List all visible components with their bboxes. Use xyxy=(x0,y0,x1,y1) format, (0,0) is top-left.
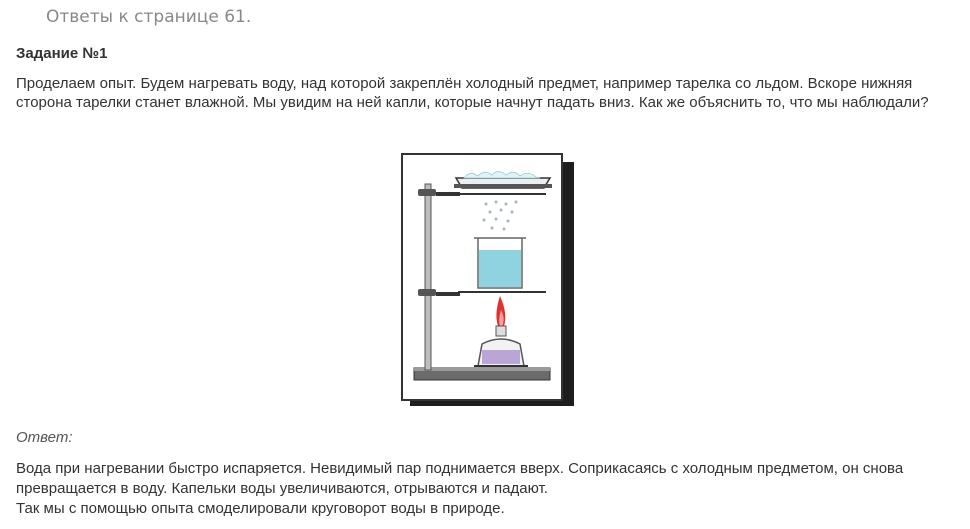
page-title: Ответы к странице 61. xyxy=(46,7,252,27)
answer-line-2: Так мы с помощью опыта смоделировали круговорот воды в природе. xyxy=(16,500,505,517)
answer-text xyxy=(16,459,956,519)
stand-rod xyxy=(425,184,431,370)
beaker-with-water xyxy=(474,238,526,288)
task-title: Задание №1 xyxy=(16,45,108,62)
experiment-illustration xyxy=(398,150,578,412)
task-text: Проделаем опыт. Будем нагревать воду, над которой закреплён холодный предмет, например тарелка со льдом. Вскоре нижняя сторона тарелки станет влажной. Мы увидим на ней капли, которые начнут падать вниз. Как же объяснить то, что мы наблюдали? xyxy=(16,75,929,111)
answer-line-1: Вода при нагревании быстро испаряется. Невидимый пар поднимается вверх. Соприкасаясь с холодным предметом, он снова превращается в воду. Капельки воды увеличиваются, отрываются и падают. xyxy=(16,460,904,497)
answer-label: Ответ: xyxy=(16,429,73,446)
